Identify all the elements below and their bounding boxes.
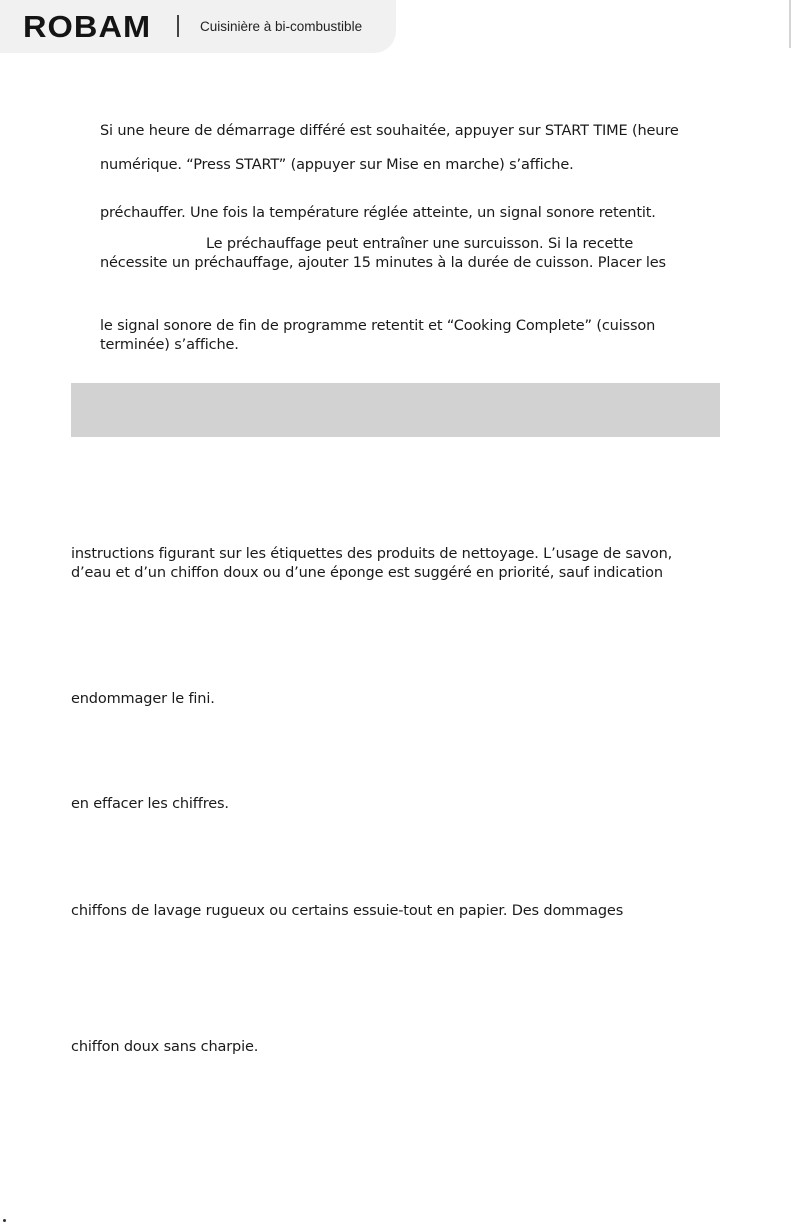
text-line: chiffons de lavage rugueux ou certains essuie-tout en papier. Des dommages xyxy=(71,903,624,919)
header-divider xyxy=(177,15,179,37)
text-line: en effacer les chiffres. xyxy=(71,796,229,812)
header-subtitle: Cuisinière à bi-combustible xyxy=(200,19,363,34)
text-line: numérique. “Press START” (appuyer sur Mise en marche) s’affiche. xyxy=(100,157,574,173)
text-line: endommager le fini. xyxy=(71,691,215,707)
text-line: préchauffer. Une fois la température réglée atteinte, un signal sonore retentit. xyxy=(100,205,656,221)
brand-logo: ROBAM xyxy=(23,9,152,44)
bottom-mark xyxy=(3,1219,6,1222)
page-edge-mark xyxy=(789,0,791,48)
text-line: le signal sonore de fin de programme retentit et “Cooking Complete” (cuisson xyxy=(100,318,656,334)
text-line: instructions figurant sur les étiquettes des produits de nettoyage. L’usage de savon, xyxy=(71,546,673,562)
text-line: d’eau et d’un chiffon doux ou d’une éponge est suggéré en priorité, sauf indication xyxy=(71,565,663,581)
section-heading-band xyxy=(71,383,720,437)
text-line: Si une heure de démarrage différé est souhaitée, appuyer sur START TIME (heure xyxy=(100,123,679,139)
header-tab xyxy=(0,0,396,53)
text-line: Le préchauffage peut entraîner une surcuisson. Si la recette xyxy=(206,236,634,252)
text-line: nécessite un préchauffage, ajouter 15 minutes à la durée de cuisson. Placer les xyxy=(100,255,666,271)
text-line: terminée) s’affiche. xyxy=(100,337,239,353)
text-line: chiffon doux sans charpie. xyxy=(71,1039,259,1055)
